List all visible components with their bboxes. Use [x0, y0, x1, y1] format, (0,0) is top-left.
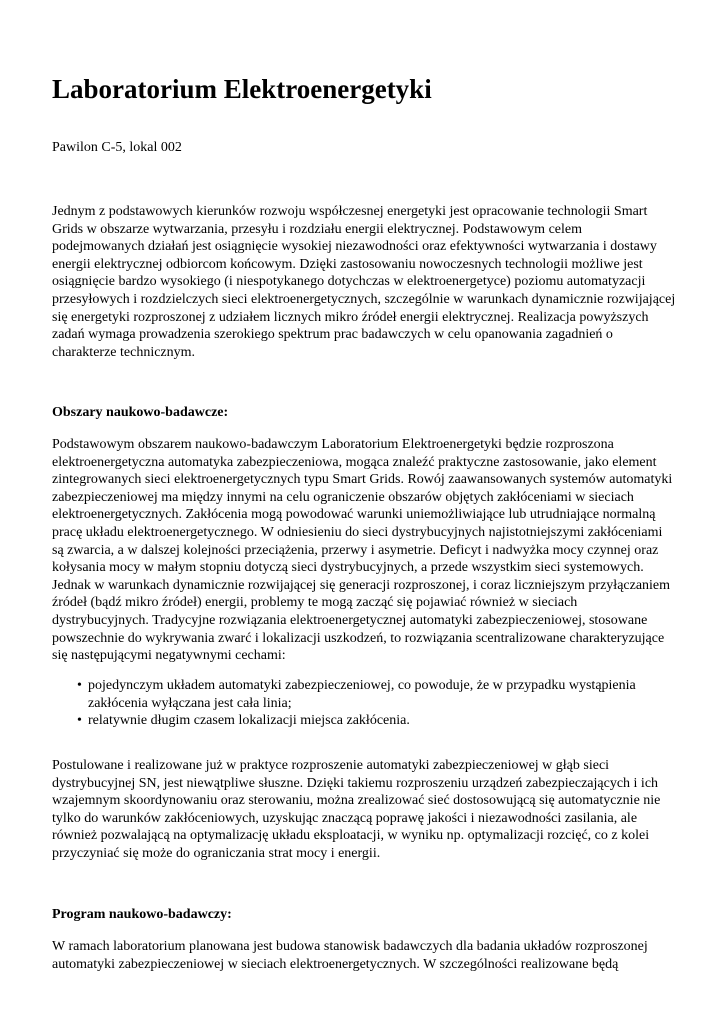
location-text: Pawilon C-5, lokal 002	[52, 140, 182, 155]
list-item: • pojedynczym układem automatyki zabezpieczeniowej, co powoduje, że w przypadku wystąpienia zakłócenia wyłączana jest cała linia;	[88, 677, 677, 712]
section-heading-research-areas: Obszary naukowo-badawcze:	[52, 405, 229, 420]
intro-paragraph: Jednym z podstawowych kierunków rozwoju współczesnej energetyki jest opracowanie technologii Smart Grids w obszarze wytwarzania, przesyłu i rozdziału energii elektrycznej. Podstawowym celem podejmowanych działań jest osiągnięcie wysokiej niezawodności oraz efektywności wytwarzania i dostawy energii elektrycznej odbiorcom końcowym. Dzięki zastosowaniu nowoczesnych technologii możliwe jest osiągnięcie bardzo wysokiego (i niespotykanego dotychczas w elektroenergetyce) poziomu automatyzacji przesyłowych i rozdzielczych sieci elektroenergetycznych, szczególnie w warunkach dynamicznie rozwijającej się energetyki rozproszonej z udziałem licznych mikro źródeł energii elektrycznej. Realizacja powyższych zadań wymaga prowadzenia szerokiego spektrum prac badawczych w celu opanowania zagadnień o charakterze technicznym.	[52, 204, 676, 360]
distribution-paragraph: Postulowane i realizowane już w praktyce rozproszenie automatyki zabezpieczeniowej w głąb sieci dystrybucyjnej SN, jest niewątpliwe słuszne. Dzięki takiemu rozproszeniu urządzeń zabezpieczających i ich wzajemnym skoordynowaniu oraz sterowaniu, można zrealizować sieć dostosowującą się automatycznie nie tylko do warunków zakłóceniowych, uzyskując znaczącą poprawę jakości i niezawodności zasilania, ale również pozwalającą na optymalizację układu eksploatacji, w wyniku np. optymalizacji rozcięć, co z kolei przyczyniać się może do ograniczania strat mocy i energii.	[52, 758, 661, 861]
research-areas-paragraph: Podstawowym obszarem naukowo-badawczym Laboratorium Elektroenergetyki będzie rozproszona elektroenergetyczna automatyka zabezpieczeniowa, mogąca znaleźć praktyczne zastosowanie, jako element zintegrowanych sieci elektroenergetycznych typu Smart Grids. Rowój zaawansowanych systemów automatyki zabezpieczeniowej ma między innymi na celu ograniczenie obszarów objętych zakłóceniami w sieciach elektroenergetycznych. Zakłócenia mogą powodować warunki uniemożliwiające lub utrudniające normalną pracę układu elektroenergetycznego. W odniesieniu do sieci dystrybucyjnych najistotniejszymi zakłóceniami są zwarcia, a w dalszej kolejności przeciążenia, przerwy i asymetrie. Deficyt i nadwyżka mocy czynnej oraz kołysania mocy w małym stopniu dotyczą sieci dystrybucyjnych, a przede wszystkim sieci systemowych. Jednak w warunkach dynamicznie rozwijającej się generacji rozproszonej, i coraz liczniejszym przyłączaniem źródeł (bądź mikro źródeł) energii, problemy te mogą zacząć się pojawiać również w sieciach dystrybucyjnych. Tradycyjne rozwiązania elektroenergetycznej automatyki zabezpieczeniowej, stosowane powszechnie do wykrywania zwarć i lokalizacji uszkodzeń, to rozwiązania scentralizowane charakteryzujące się następującymi negatywnymi cechami:	[52, 437, 673, 664]
research-program-paragraph: W ramach laboratorium planowana jest budowa stanowisk badawczych dla badania układów rozproszonej automatyki zabezpieczeniowej w sieciach elektroenergetycznych. W szczególności realizowane będą	[52, 939, 648, 972]
section-heading-research-program: Program naukowo-badawczy:	[52, 907, 232, 922]
page-title: Laboratorium Elektroenergetyki	[52, 74, 432, 104]
negative-features-list	[52, 677, 677, 730]
list-item: • relatywnie długim czasem lokalizacji miejsca zakłócenia.	[88, 712, 677, 730]
